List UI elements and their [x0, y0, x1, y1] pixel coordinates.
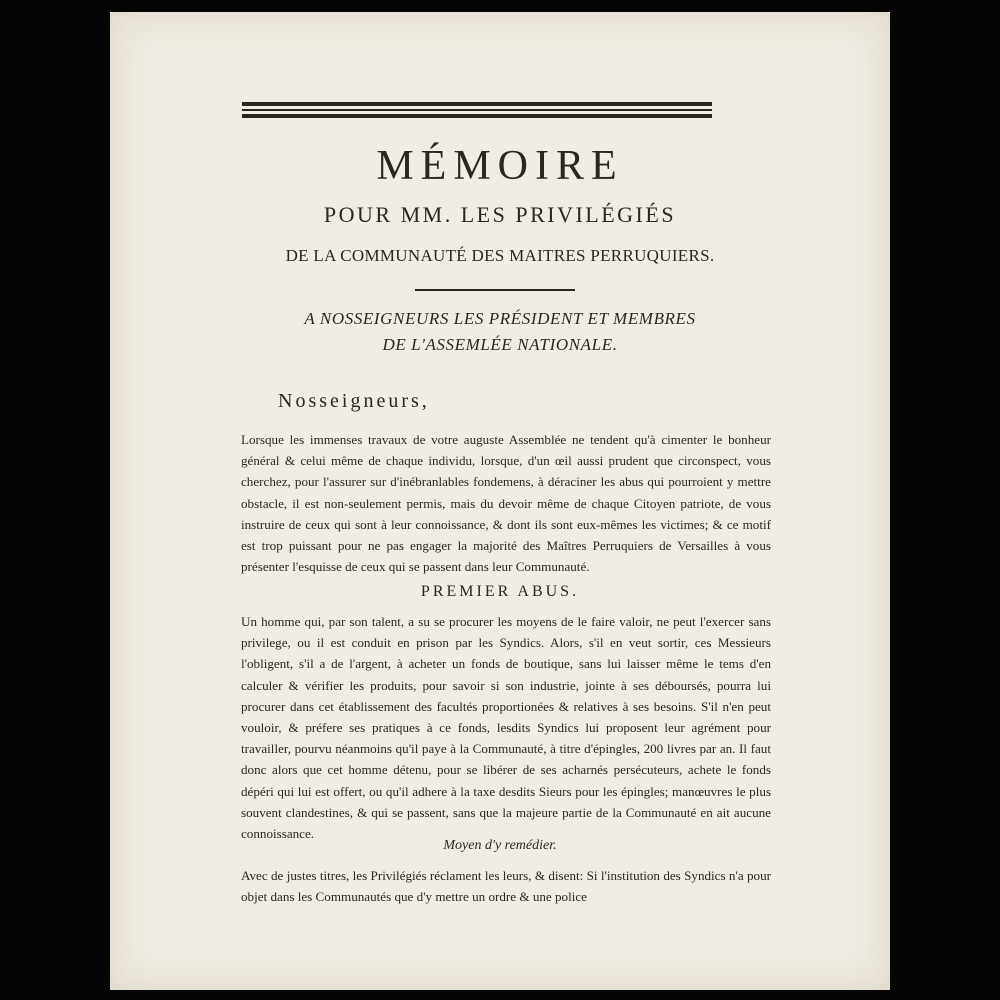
paragraph-intro: Lorsque les immenses travaux de votre auguste Assemblée ne tendent qu'à cimenter le bonheur général & celui même de chaque individu, lorsque, d'un œil aussi prudent que circonspect, vous cherchez, pour l'assurer sur d'inébranlables fondemens, à déraciner les abus qui pourroient y mettre obstacle, il est non-seulement permis, mais du devoir même de chaque Citoyen patriote, de vous instruire de ceux qui sont à leur connoissance, & dont ils sont eux-mêmes les victimes; & ce motif est trop puissant pour ne pas engager la majorité des Maîtres Perruquiers de Versailles à vous présenter l'esquisse de ceux qui se passent dans leur Communauté.	[241, 432, 771, 575]
paragraph-remedy: Avec de justes titres, les Privilégiés réclament les leurs, & disent: Si l'institution des Syndics n'a pour objet dans les Communautés que d'y mettre un ordre & une police	[241, 868, 771, 905]
paragraph-premier-abus: Un homme qui, par son talent, a su se procurer les moyens de le faire valoir, ne peut l'exercer sans privilege, ou il est conduit en prison par les Syndics. Alors, s'il en veut sortir, ces Messieurs l'obligent, s'il a de l'argent, à acheter un fonds de boutique, sans lui laisser même le tems d'en calculer & vérifier les produits, pour savoir si son industrie, jointe à ses déboursés, pourra lui procurer dans cet établissement des facultés proportionées & relatives à ses besoins. S'il n'en peut vouloir, & préfere ses pratiques à ce fonds, lesdits Syndics lui proposent leur agrément pour travailler, pourvu néanmoins qu'il paye à la Communauté, à titre d'épingles, 200 livres par an. Il faut donc alors que cet homme détenu, pour se libérer de ses acharnés persécuteurs, achete le fonds dépéri qui lui est offert, ou qu'il adhere à la taxe desdits Sieurs pour les épingles; manœuvres le plus souvent clandestines, & qui se passent, sans que la majeure partie de la Communauté en ait aucune connoissance.	[241, 614, 771, 842]
subheading-moyen: Moyen d'y remédier.	[443, 838, 557, 853]
document-subtitle-community: DE LA COMMUNAUTÉ DES MAITRES PERRUQUIERS.	[285, 246, 715, 265]
address-block	[110, 306, 890, 358]
document-subtitle: POUR MM. LES PRIVILÉGIÉS	[323, 202, 677, 227]
salutation: Nosseigneurs,	[278, 390, 430, 412]
header-ornament-rules	[242, 102, 712, 121]
address-line-2: DE L'ASSEMLÉE NATIONALE.	[382, 335, 618, 354]
address-line-1: A NOSSEIGNEURS LES PRÉSIDENT ET MEMBRES	[304, 309, 696, 328]
document-title: MÉMOIRE	[376, 143, 624, 189]
title-divider	[415, 289, 575, 291]
document-page	[110, 12, 890, 990]
section-heading-premier-abus: PREMIER ABUS.	[420, 583, 580, 600]
